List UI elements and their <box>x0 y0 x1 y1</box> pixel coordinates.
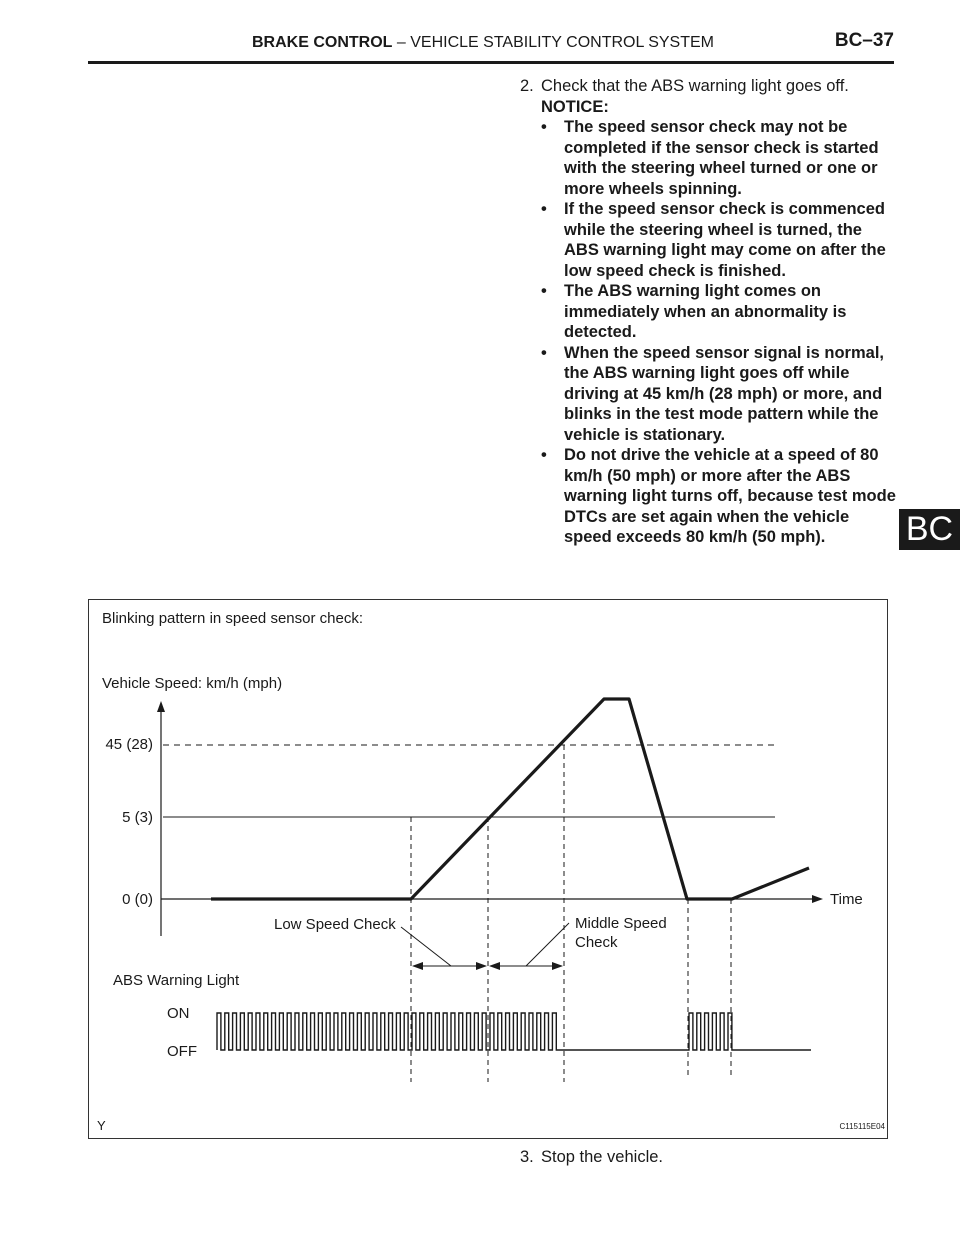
figure-code: C115115E04 <box>839 1122 885 1131</box>
section-title-rest: – VEHICLE STABILITY CONTROL SYSTEM <box>392 34 714 51</box>
y-tick-label: 0 (0) <box>122 891 153 908</box>
arrowhead <box>476 962 487 970</box>
y-tick-label: 5 (3) <box>122 809 153 826</box>
page-number: BC–37 <box>834 30 894 51</box>
x-axis-label: Time <box>830 891 863 908</box>
middle-speed-check-label: Check <box>575 934 618 951</box>
step-number: 2. <box>520 77 534 95</box>
bullet-glyph: • <box>541 118 547 136</box>
page-header <box>88 30 894 62</box>
step-2 <box>520 76 900 97</box>
y-axis-arrow <box>157 701 165 712</box>
blinking-pattern-figure <box>88 599 888 1139</box>
vehicle-speed-curve <box>211 699 809 899</box>
notice-label: NOTICE: <box>541 97 609 116</box>
bullet-glyph: • <box>541 282 547 300</box>
on-label: ON <box>167 1005 190 1022</box>
low-speed-leader <box>401 927 451 966</box>
notice-item <box>541 445 900 548</box>
step-3 <box>520 1148 663 1167</box>
notice-item-text: The ABS warning light comes on immediately when an abnormality is detected. <box>564 282 847 341</box>
notice-item-text: The speed sensor check may not be completed if the sensor check is started with the steering wheel turned or one or more wheels spinning. <box>564 118 879 198</box>
notice-item <box>541 117 900 199</box>
procedure-steps <box>520 76 900 548</box>
section-tab: BC <box>899 509 960 550</box>
step-number: 3. <box>520 1148 534 1166</box>
notice-item-text: Do not drive the vehicle at a speed of 80 km/h (50 mph) or more after the ABS warning light turns off, because test mode DTCs are set again when the vehicle speed exceeds 80 km/h (50 mph). <box>564 446 896 546</box>
middle-speed-check-label: Middle Speed <box>575 915 667 932</box>
y-axis-label: Vehicle Speed: km/h (mph) <box>102 675 283 692</box>
corner-mark: Y <box>97 1118 106 1133</box>
bullet-glyph: • <box>541 343 547 362</box>
bullet-glyph: • <box>541 446 547 464</box>
notice-item <box>541 281 900 343</box>
bullet-glyph: • <box>541 200 547 218</box>
off-label: OFF <box>167 1043 197 1060</box>
abs-light-label: ABS Warning Light <box>113 972 240 989</box>
step-text: Check that the ABS warning light goes off. <box>541 77 849 95</box>
step-text: Stop the vehicle. <box>541 1148 663 1166</box>
notice-item <box>541 199 900 281</box>
arrowhead <box>489 962 500 970</box>
arrowhead <box>552 962 563 970</box>
figure-title: Blinking pattern in speed sensor check: <box>102 610 363 627</box>
notice-item-text: If the speed sensor check is commenced while the steering wheel is turned, the ABS warning light may come on after the low speed check is finished. <box>564 200 886 280</box>
notice-list <box>520 117 900 548</box>
abs-warning-light-signal <box>217 1013 811 1050</box>
y-tick-label: 45 (28) <box>105 736 153 753</box>
notice-item <box>541 343 900 446</box>
section-title <box>252 34 714 52</box>
low-speed-check-label: Low Speed Check <box>274 916 396 933</box>
section-title-bold: BRAKE CONTROL <box>252 34 393 51</box>
header-rule <box>88 61 894 64</box>
notice-item-text: When the speed sensor signal is normal, the ABS warning light goes off while driving at 45 km/h (28 mph) or more, and blinks in the test mode pattern while the vehicle is stationary. <box>564 343 884 444</box>
figure-drawing <box>89 600 889 1140</box>
middle-speed-leader <box>526 923 569 966</box>
x-axis-arrow <box>812 895 823 903</box>
arrowhead <box>412 962 423 970</box>
